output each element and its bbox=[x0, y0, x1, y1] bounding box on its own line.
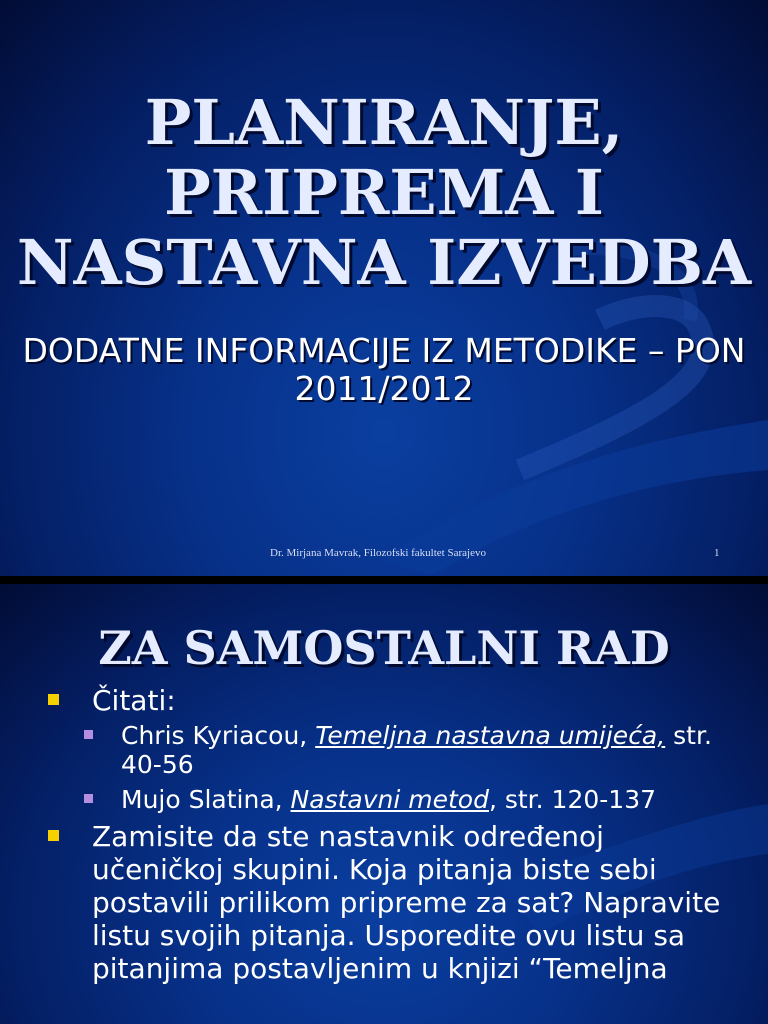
sub-bullet-item bbox=[0, 721, 768, 779]
bullet-text: Zamisite da ste nastavnik određenoj učeničkoj skupini. Koja pitanja biste sebi postavili prilikom pripreme za sat? Napravite listu svojih pitanja. Usporedite ovu listu sa pitanjima postavljenim u knjizi “Temeljna bbox=[92, 820, 721, 985]
reference-author: Chris Kyriacou, bbox=[121, 721, 316, 750]
bullet-item bbox=[0, 684, 768, 717]
sub-bullet-item bbox=[0, 785, 768, 814]
reference-author: Mujo Slatina, bbox=[121, 785, 291, 814]
slide-subtitle: DODATNE INFORMACIJE IZ METODIKE – PON 2011/2012 bbox=[22, 331, 746, 408]
reference-pages: str. 40-56 bbox=[121, 721, 712, 779]
slide-2 bbox=[0, 584, 768, 1024]
slide-title: ZA SAMOSTALNI RAD bbox=[98, 621, 670, 675]
slide-title: PLANIRANJE, PRIPREMA I NASTAVNA IZVEDBA bbox=[16, 86, 752, 299]
bullet-text: Čitati: bbox=[92, 684, 176, 717]
square-bullet-icon bbox=[48, 830, 59, 841]
reference-book-link[interactable]: Nastavni metod bbox=[290, 785, 489, 814]
slide-number: 1 bbox=[714, 547, 720, 559]
bullet-item bbox=[0, 820, 768, 985]
slide-footer: Dr. Mirjana Mavrak, Filozofski fakultet Sarajevo bbox=[270, 547, 486, 559]
bullet-list bbox=[0, 684, 768, 989]
reference-book-link[interactable]: Temeljna nastavna umijeća, bbox=[315, 721, 666, 750]
square-bullet-icon bbox=[48, 694, 59, 705]
square-bullet-icon bbox=[84, 730, 93, 739]
reference-pages: , str. 120-137 bbox=[488, 785, 657, 814]
square-bullet-icon bbox=[84, 794, 93, 803]
